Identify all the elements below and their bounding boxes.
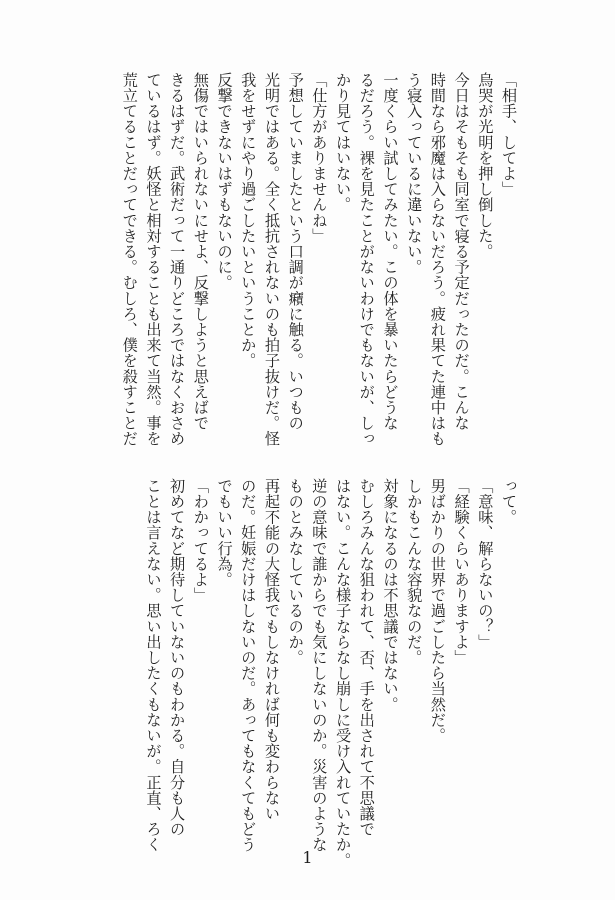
text-line: 「意味、解らないの？」 <box>476 478 495 650</box>
text-line: 「わかってるよ」 <box>191 478 210 603</box>
text-line: 予想していましたという口調が癪に触る。いつもの <box>286 72 305 431</box>
text-line: って。 <box>500 478 518 525</box>
text-line: う寝入っているに違いない。 <box>405 72 424 275</box>
text-line: 我をせずにやり過ごしたいということか。 <box>239 72 258 369</box>
text-line: むしろみんな狙われて、否、手を出されて不思議で <box>357 478 376 837</box>
text-line: ものとみなしているのか。 <box>286 478 305 666</box>
text-line: 反撃できないはずもないのに。 <box>215 72 234 291</box>
text-line: 「経験くらいありますよ」 <box>452 478 471 666</box>
text-block-top <box>117 72 520 452</box>
text-block-bottom <box>141 478 520 868</box>
text-line: 無傷ではいられないにせよ、反撃しようと思えばで <box>191 72 210 431</box>
text-line: るだろう。裸を見たことがないわけでもないが、しっ <box>357 72 376 447</box>
text-line: かり見てはいない。 <box>334 72 353 213</box>
text-line: 光明ではある。全く抵抗されないのも拍子抜けだ。怪 <box>262 72 281 447</box>
text-line: でもいい行為。 <box>215 478 234 588</box>
text-line: しかもこんな容貌なのだ。 <box>405 478 424 666</box>
text-line: 対象になるのは不思議ではない。 <box>381 478 400 712</box>
text-line: きるはずだ。武術だって一通りどころではなくおさめ <box>168 72 187 447</box>
text-line: 「仕方がありませんね」 <box>310 72 329 244</box>
text-line: 男ばかりの世界で過ごしたら当然だ。 <box>428 478 447 744</box>
text-line: 烏哭が光明を押し倒した。 <box>476 72 495 260</box>
text-line: 逆の意味で誰からでも気にしないのか。災害のような <box>310 478 329 853</box>
text-line: 今日はそもそも同室で寝る予定だったのだ。こんな <box>452 72 471 431</box>
text-line: ているはず。妖怪と相対することも出来て当然。事を <box>144 72 163 447</box>
text-line: 初めてなど期待していないのもわかる。自分も人の <box>168 478 187 837</box>
text-line: 「相手、してよ」 <box>500 72 518 197</box>
text-line: 時間なら邪魔は入らないだろう。疲れ果てた連中はも <box>428 72 447 447</box>
text-line: ことは言えない。思い出したくもないが。正直、ろく <box>144 478 163 853</box>
page-number: 1 <box>302 848 313 867</box>
text-line: のだ。妊娠だけはしないのだ。あってもなくてもどう <box>239 478 258 853</box>
text-line: 荒立てることだってできる。むしろ、僕を殺すことだ <box>120 72 139 447</box>
text-line: はない。こんな様子ならなし崩しに受け入れていたか。 <box>334 478 353 868</box>
text-line: 一度くらい試してみたい。この体を暴いたらどうな <box>381 72 400 431</box>
text-line: 再起不能の大怪我でもしなければ何も変わらない <box>262 478 281 822</box>
